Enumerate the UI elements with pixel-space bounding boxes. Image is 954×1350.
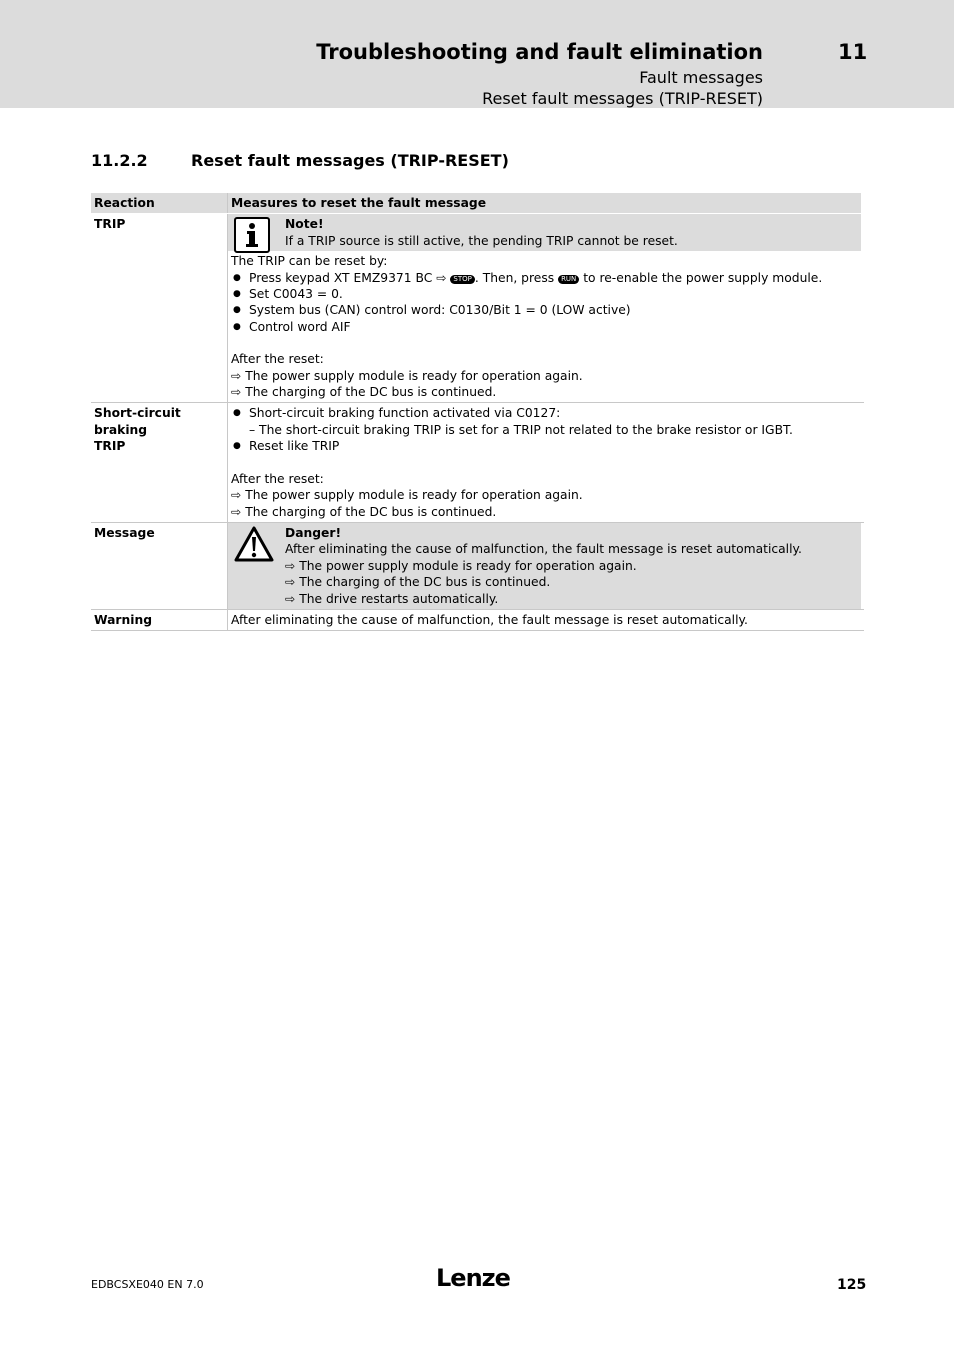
reaction-label-line1: Short-circuit braking [94,406,181,437]
doc-code: EDBCSXE040 EN 7.0 [91,1278,204,1291]
result-line: ⇨ The drive restarts automatically. [285,591,499,606]
result-line: ⇨ The charging of the DC bus is continued. [285,575,551,590]
section-title: Reset fault messages (TRIP-RESET) [191,151,509,170]
header-measures: Measures to reset the fault message [227,193,861,213]
list-item: ● Press keypad XT EMZ9371 BC ⇨ STOP . Then, press RUN to re-enable the power supply module. [231,270,858,286]
list-item: ● Reset like TRIP [231,438,858,454]
reaction-label-line2: TRIP [94,439,126,454]
list-item: ● System bus (CAN) control word: C0130/Bit 1 = 0 (LOW active) [231,302,858,318]
list-subitem: – The short-circuit braking TRIP is set for a TRIP not related to the brake resistor or IGBT. [249,422,793,437]
measures-cell [227,523,861,609]
reaction-label: Message [94,525,155,540]
section-subtitle: Fault messages [639,68,763,87]
chapter-title: Troubleshooting and fault elimination [316,40,763,64]
section-number: 11.2.2 [91,151,148,170]
note-text: If a TRIP source is still active, the pending TRIP cannot be reset. [285,233,678,248]
run-key-icon: RUN [558,275,579,284]
chapter-number: 11 [838,40,868,64]
subsection-subtitle: Reset fault messages (TRIP-RESET) [482,89,763,108]
result-line: ⇨ The power supply module is ready for operation again. [285,558,637,573]
table-header-row [91,193,864,214]
after-reset-label: After the reset: [231,352,324,367]
danger-text: After eliminating the cause of malfunction, the fault message is reset automatically. [285,542,802,557]
warning-triangle-icon [234,526,274,562]
note-box [228,214,861,251]
measures-cell [227,214,861,402]
reaction-label: Warning [94,612,153,627]
trip-intro: The TRIP can be reset by: [231,254,388,269]
list-item: ● Short-circuit braking function activated via C0127: [231,405,858,421]
reaction-label: TRIP [94,217,126,232]
measures-cell: After eliminating the cause of malfunction, the fault message is reset automatically. [227,610,861,630]
after-reset-label: After the reset: [231,471,324,486]
table-row-short-circuit [91,403,864,522]
stop-key-icon: STOP [450,275,474,284]
lenze-logo: Lenze [436,1264,510,1292]
result-line: ⇨ The charging of the DC bus is continued. [231,385,497,400]
page-number: 125 [837,1277,867,1293]
table-row-trip [91,214,864,403]
page-header [0,0,954,108]
info-icon [234,217,270,253]
reset-table [91,193,864,631]
measures-cell [227,403,861,521]
header-reaction: Reaction [91,193,227,213]
danger-title: Danger! [285,525,342,540]
reaction-label [91,403,227,521]
note-title: Note! [285,217,324,232]
table-row-warning [91,610,864,631]
danger-box [228,523,861,609]
list-item: ● Set C0043 = 0. [231,286,858,302]
result-line: ⇨ The power supply module is ready for operation again. [231,488,583,503]
list-item: ● Control word AIF [231,319,858,335]
table-row-message [91,523,864,610]
result-line: ⇨ The charging of the DC bus is continued. [231,504,497,519]
result-line: ⇨ The power supply module is ready for operation again. [231,368,583,383]
